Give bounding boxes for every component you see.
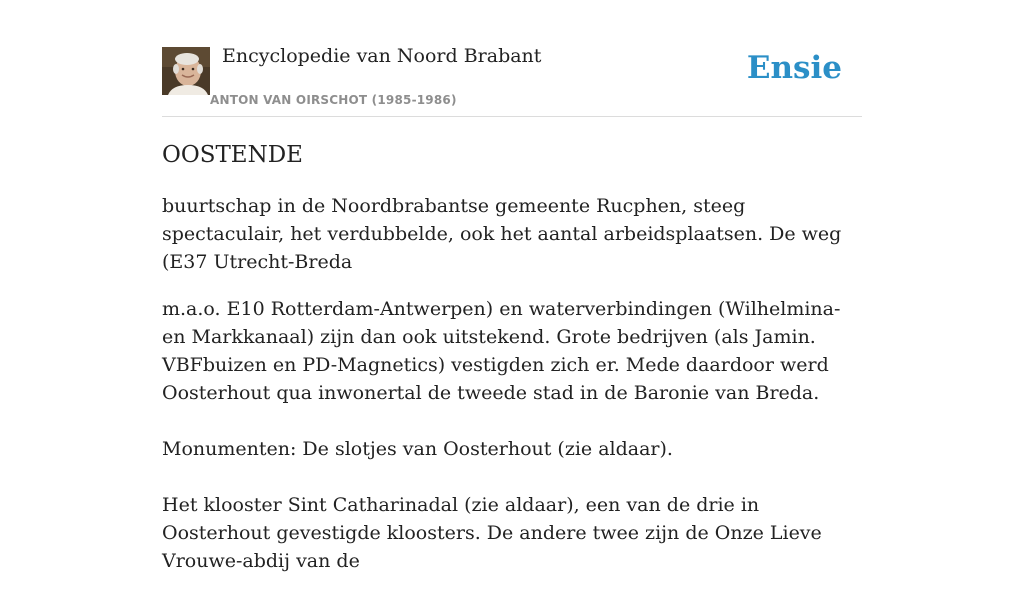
book-title-link[interactable]: Encyclopedie van Noord Brabant [222, 45, 542, 67]
article-paragraph: buurtschap in de Noordbrabantse gemeente Rucphen, steeg spectaculair, het verdubbelde, ook het aantal arbeidsplaatsen. De weg (E37 Utrecht-Breda [162, 195, 842, 273]
article-paragraph: Monumenten: De slotjes van Oosterhout (zie aldaar). [162, 438, 673, 460]
article-paragraph: m.a.o. E10 Rotterdam-Antwerpen) en waterverbindingen (Wilhelmina- en Markkanaal) zijn dan ook uitstekend. Grote bedrijven (als Jamin. VBFbuizen en PD-Magnetics) vestigden zich er. Mede daardoor werd Oosterhout qua inwonertal de tweede stad in de Baronie van Breda. [162, 298, 841, 404]
author-avatar[interactable] [162, 47, 210, 95]
author-name[interactable]: ANTON VAN OIRSCHOT (1985-1986) [210, 93, 457, 107]
article-headword: OOSTENDE [162, 142, 303, 168]
article-body [162, 139, 862, 594]
header [162, 0, 862, 117]
article-paragraph: Het klooster Sint Catharinadal (zie aldaar), een van de drie in Oosterhout gevestigde kloosters. De andere twee zijn de Onze Lieve Vrouwe-abdij van de [162, 494, 822, 572]
portrait-icon [162, 47, 210, 95]
ensie-logo[interactable]: Ensie [746, 50, 842, 86]
